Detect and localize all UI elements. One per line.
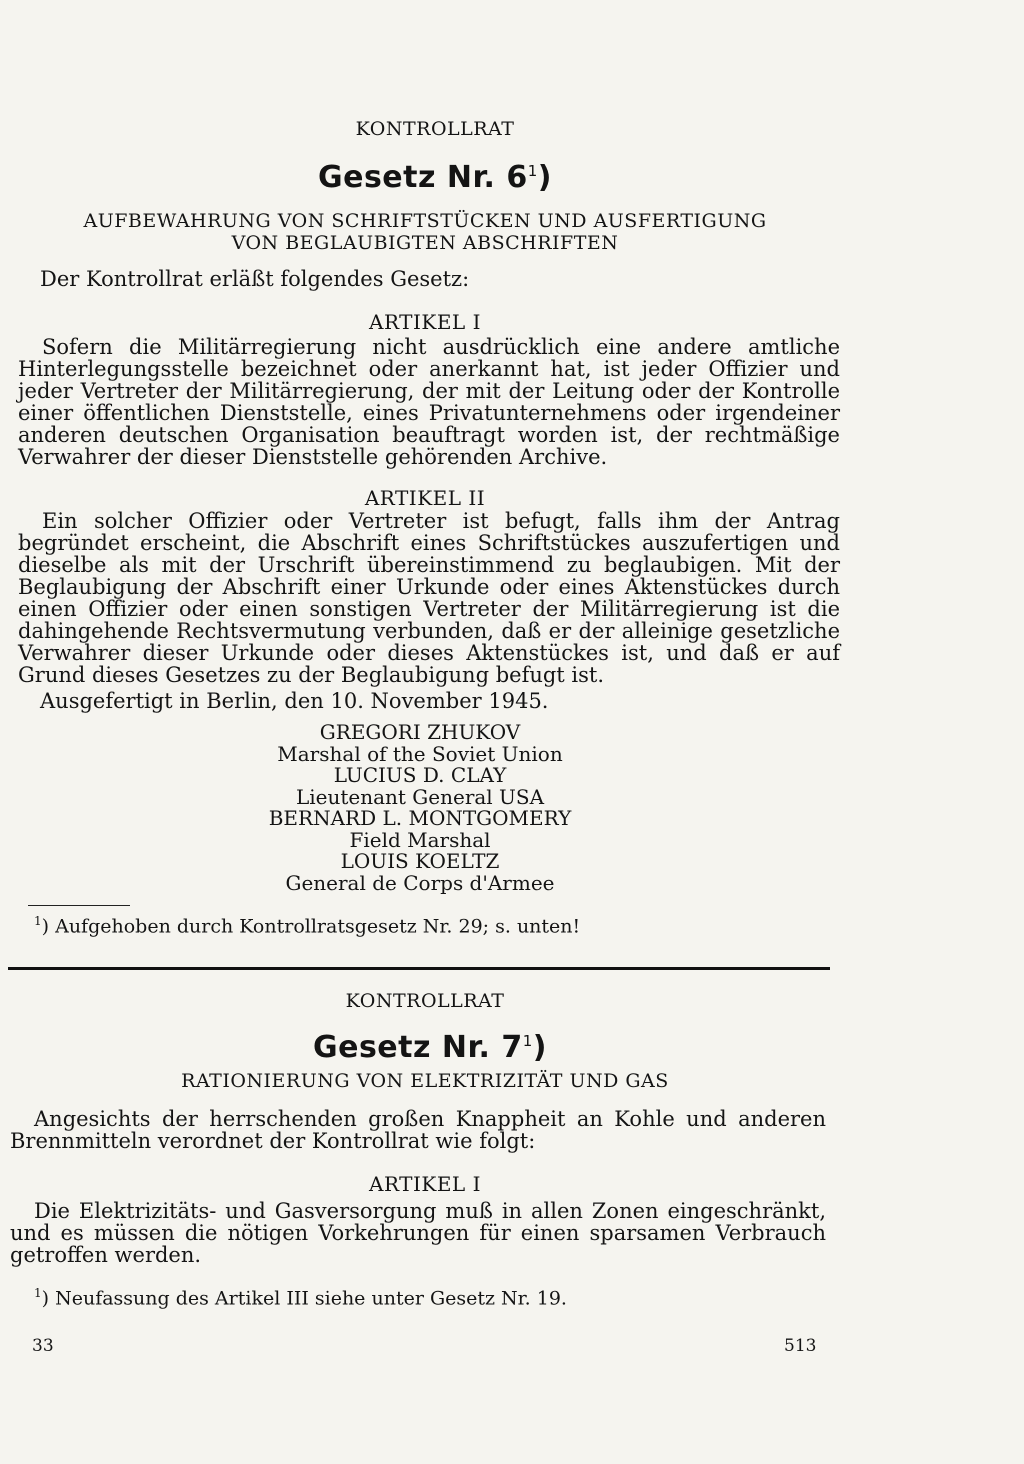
law6-subtitle xyxy=(0,210,850,254)
law7-article1-text: Die Elektrizitäts- und Gasversorgung muß in allen Zonen eingeschränkt, und es müssen die nötigen Vorkehrungen für einen sparsamen Verbrauch getroffen werden. xyxy=(10,1199,826,1267)
law7-title xyxy=(0,1030,860,1065)
law6-preamble: Der Kontrollrat erläßt folgendes Gesetz: xyxy=(40,267,470,291)
law6-organization: KONTROLLRAT xyxy=(355,118,515,140)
law6-article1-heading: ARTIKEL I xyxy=(369,310,481,334)
signatory-koeltz-rank: General de Corps d'Armee xyxy=(285,870,555,895)
sheet-number: 33 xyxy=(32,1336,54,1356)
law6-footnote-text: ) Aufgehoben durch Kontrollratsgesetz Nr. 29; s. unten! xyxy=(41,915,581,938)
law6-subtitle-line2: VON BEGLAUBIGTEN ABSCHRIFTEN xyxy=(231,232,619,254)
law7-article1-heading: ARTIKEL I xyxy=(369,1172,481,1196)
law6-dated: Ausgefertigt in Berlin, den 10. November 1945. xyxy=(40,689,549,713)
section-divider xyxy=(8,967,830,970)
law6-footnote-mark: 1 xyxy=(34,914,42,928)
law7-footnote-text: ) Neufassung des Artikel III siehe unter Gesetz Nr. 19. xyxy=(41,1287,567,1310)
law7-title-text: Gesetz Nr. 7 xyxy=(312,1030,523,1065)
law7-title-footnote-close: ) xyxy=(532,1030,548,1065)
signatory-zhukov-rank: Marshal of the Soviet Union xyxy=(277,741,563,766)
law7-organization: KONTROLLRAT xyxy=(345,990,505,1012)
page-number: 513 xyxy=(784,1336,817,1356)
law7-subtitle: RATIONIERUNG VON ELEKTRIZITÄT UND GAS xyxy=(181,1070,669,1092)
law7-footnote-mark: 1 xyxy=(34,1286,42,1300)
law6-title xyxy=(0,160,870,195)
law6-article2-heading: ARTIKEL II xyxy=(364,486,486,510)
law7-preamble: Angesichts der herrschenden großen Knappheit an Kohle und anderen Brennmitteln verordnet der Kontrollrat wie folgt: xyxy=(10,1107,826,1153)
signatory-clay-rank: Lieutenant General USA xyxy=(295,784,545,809)
signatory-montgomery-name: BERNARD L. MONTGOMERY xyxy=(268,806,572,830)
law6-title-footnote-close: ) xyxy=(537,160,553,195)
signatory-zhukov-name: GREGORI ZHUKOV xyxy=(319,720,521,744)
law6-title-footnote-mark: 1 xyxy=(527,162,538,180)
signatory-koeltz-name: LOUIS KOELTZ xyxy=(340,849,500,873)
law6-article2-text: Ein solcher Offizier oder Vertreter ist befugt, falls ihm der Antrag begründet erscheint, die Abschrift eines Schriftstückes auszufertigen und dieselbe als mit der Urschrift übereinstimmend zu beglaubigen. Mit der Beglaubigung der Abschrift einer Urkunde oder eines Aktenstückes durch einen Offizier oder einen sonstigen Vertreter der Militärregierung ist die dahingehende Rechtsvermutung verbunden, daß er der alleinige gesetzliche Verwahrer dieser Urkunde oder dieses Aktenstückes ist, und daß er auf Grund dieses Gesetzes zu der Beglaubigung befugt ist. xyxy=(18,509,840,687)
law6-title-text: Gesetz Nr. 6 xyxy=(317,160,528,195)
signatory-montgomery-rank: Field Marshal xyxy=(349,827,491,852)
law6-signature-block xyxy=(220,722,620,894)
signatory-clay-name: LUCIUS D. CLAY xyxy=(333,763,507,787)
law7-footnote xyxy=(34,1286,834,1309)
law6-footnote-rule xyxy=(28,905,130,906)
law6-subtitle-line1: AUFBEWAHRUNG VON SCHRIFTSTÜCKEN UND AUSFERTIGUNG xyxy=(83,210,767,232)
law6-article1-text: Sofern die Militärregierung nicht ausdrücklich eine andere amtliche Hinterlegungsstelle bezeichnet oder anerkannt hat, ist jeder Offizier und jeder Vertreter der Militärregierung, der mit der Leitung oder der Kontrolle einer öffentlichen Dienststelle, eines Privatunternehmens oder irgendeiner anderen deutschen Organisation beauftragt worden ist, der rechtmäßige Verwahrer der dieser Dienststelle gehörenden Archive. xyxy=(18,335,840,469)
law6-footnote xyxy=(34,914,834,937)
law7-title-footnote-mark: 1 xyxy=(522,1032,533,1050)
